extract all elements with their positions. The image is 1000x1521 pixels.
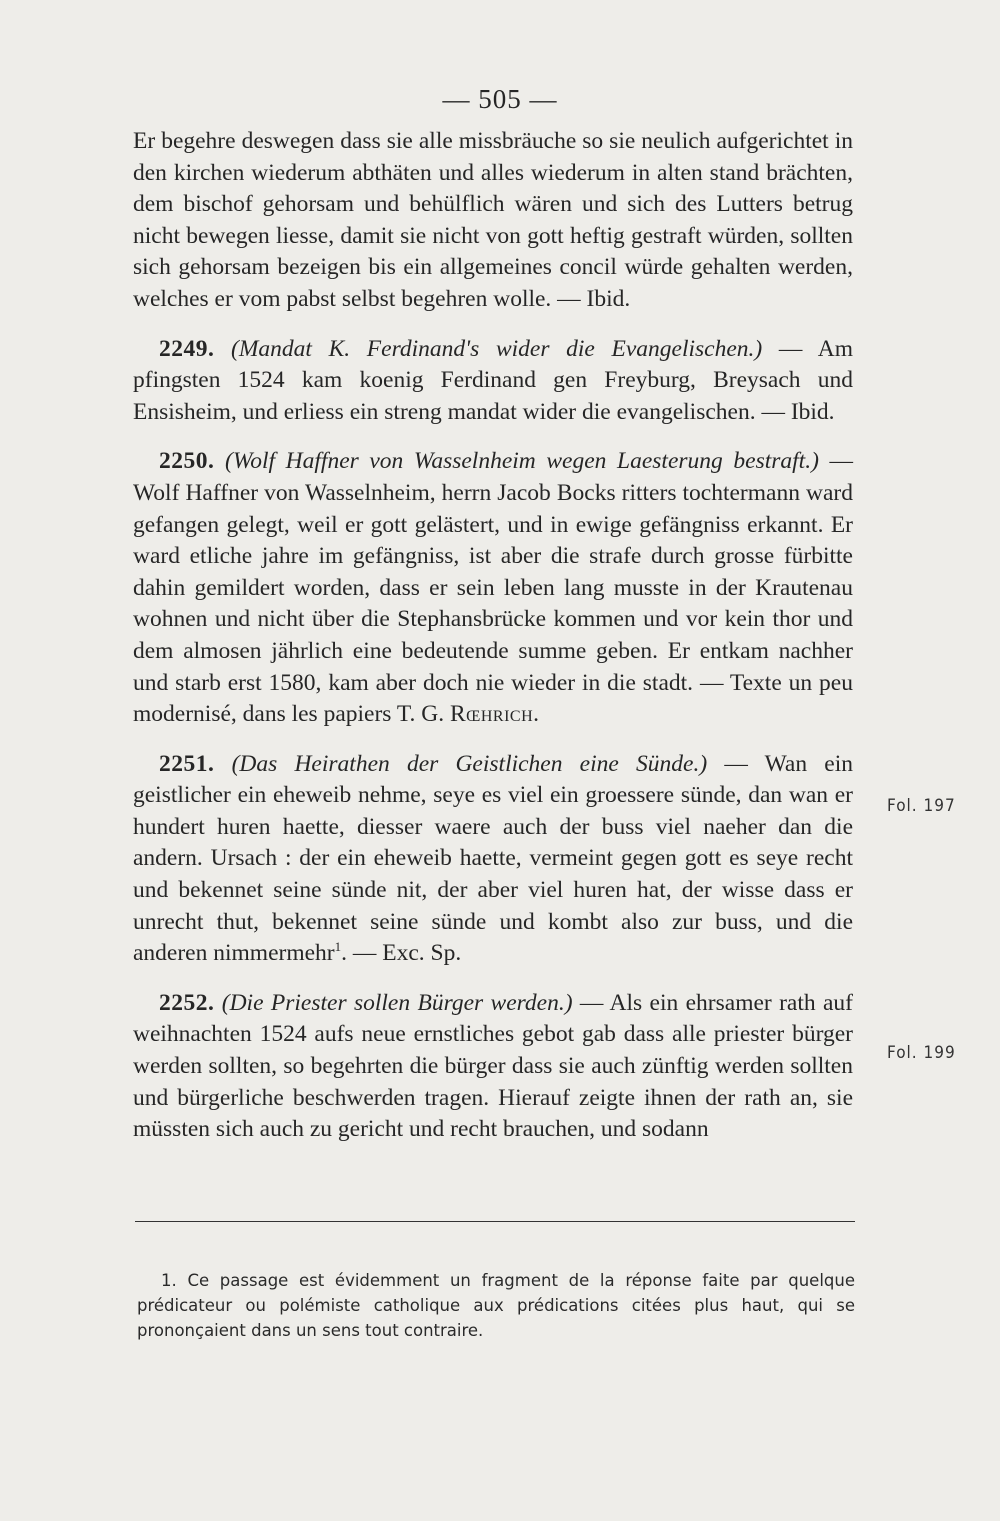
entry-title: (Die Priester sollen Bürger werden.) — [221, 989, 573, 1016]
page-number: — 505 — — [442, 84, 558, 114]
footnote-divider — [135, 1221, 855, 1222]
intro-paragraph: Er begehre deswegen dass sie alle missbräuche so sie neulich aufgerichtet in den kirchen wiederum abthäten und alles wiederum in alten stand brächten, dem bischof gehorsam und behülflich wären und sich des Lutters betrug nicht bewegen liesse, damit sie nicht von gott heftig gestraft würden, sollten sich gehorsam bezeigen bis ein allgemeines concil würde gehalten werden, welches er vom pabst selbst begehren wolle. — Ibid. — [133, 128, 853, 312]
entry-text: — Als ein ehrsamer rath auf weihnachten 1524 aufs neue ernstliches gebot gab dass alle priester bürger werden sollten, so begehrten die bürger dass sie auch zünftig werden sollten und bürgerliche beschwerden tragen. Hierauf zeigte ihnen der rath an, sie müssten sich auch zu gericht und recht brauchen, und sodann — [133, 989, 854, 1143]
entry-2250 — [133, 446, 853, 730]
footnote-reference[interactable]: 1 — [334, 939, 342, 955]
author-name: Rœhrich. — [449, 701, 540, 728]
entry-text: — Wolf Haffner von Wasselnheim, herrn Jacob Bocks ritters tochtermann ward gefangen gelegt, weil er gott gelästert, und in ewige gefängniss erkannt. Er ward etliche jahre im gefängniss, ist aber die strafe durch grosse fürbitte dahin gemildert worden, dass er sein leben lang musste in der Krautenau wohnen und nicht über die Stephansbrücke kommen und vor kein thor und dem almosen jährlich eine bedeutende summe geben. Er entkam nachher und starb erst 1580, kam aber doch nie wieder in die stadt. — Texte un peu modernisé, dans les papiers T. G. — [133, 448, 854, 728]
entry-text: — Wan ein geistlicher ein eheweib nehme, seye es viel ein groessere sünde, dan wan er hundert huren haette, diesser waere auch der buss viel naeher dan die andern. Ursach : der ein eheweib haette, vermeint gegen gott es seye recht und bekennet seine sünde nit, der aber viel huren hat, der wisse dass er unrecht thut, bekennet seine sünde und kombt also zur buss, und die anderen nimmermehr — [133, 750, 854, 967]
entry-2252 — [133, 988, 853, 1146]
main-text — [133, 126, 853, 1146]
entry-number: 2252. — [159, 989, 215, 1016]
entry-title: (Wolf Haffner von Wasselnheim wegen Laesterung bestraft.) — [225, 448, 819, 475]
entry-title: (Das Heirathen der Geistlichen eine Sünde.) — [231, 750, 708, 777]
entry-2251 — [133, 749, 853, 970]
margin-folio-197: Fol. 197 — [887, 796, 956, 816]
entry-title: (Mandat K. Ferdinand's wider die Evangelischen.) — [231, 335, 763, 362]
entry-number: 2251. — [159, 750, 215, 777]
entry-number: 2249. — [159, 335, 215, 362]
entry-text: — Am pfingsten 1524 kam koenig Ferdinand gen Freyburg, Breysach und Ensisheim, und erliess ein streng mandat wider die evangelischen. — Ibid. — [133, 335, 853, 425]
margin-folio-199: Fol. 199 — [887, 1043, 956, 1063]
entry-2249 — [133, 334, 853, 429]
footnote: 1. Ce passage est évidemment un fragment de la réponse faite par quelque prédicateur ou polémiste catholique aux prédications citées plus haut, qui se prononçaient dans un sens tout contraire. — [137, 1271, 855, 1340]
entry-number: 2250. — [159, 448, 215, 475]
entry-text-end: . — Exc. Sp. — [341, 940, 462, 967]
